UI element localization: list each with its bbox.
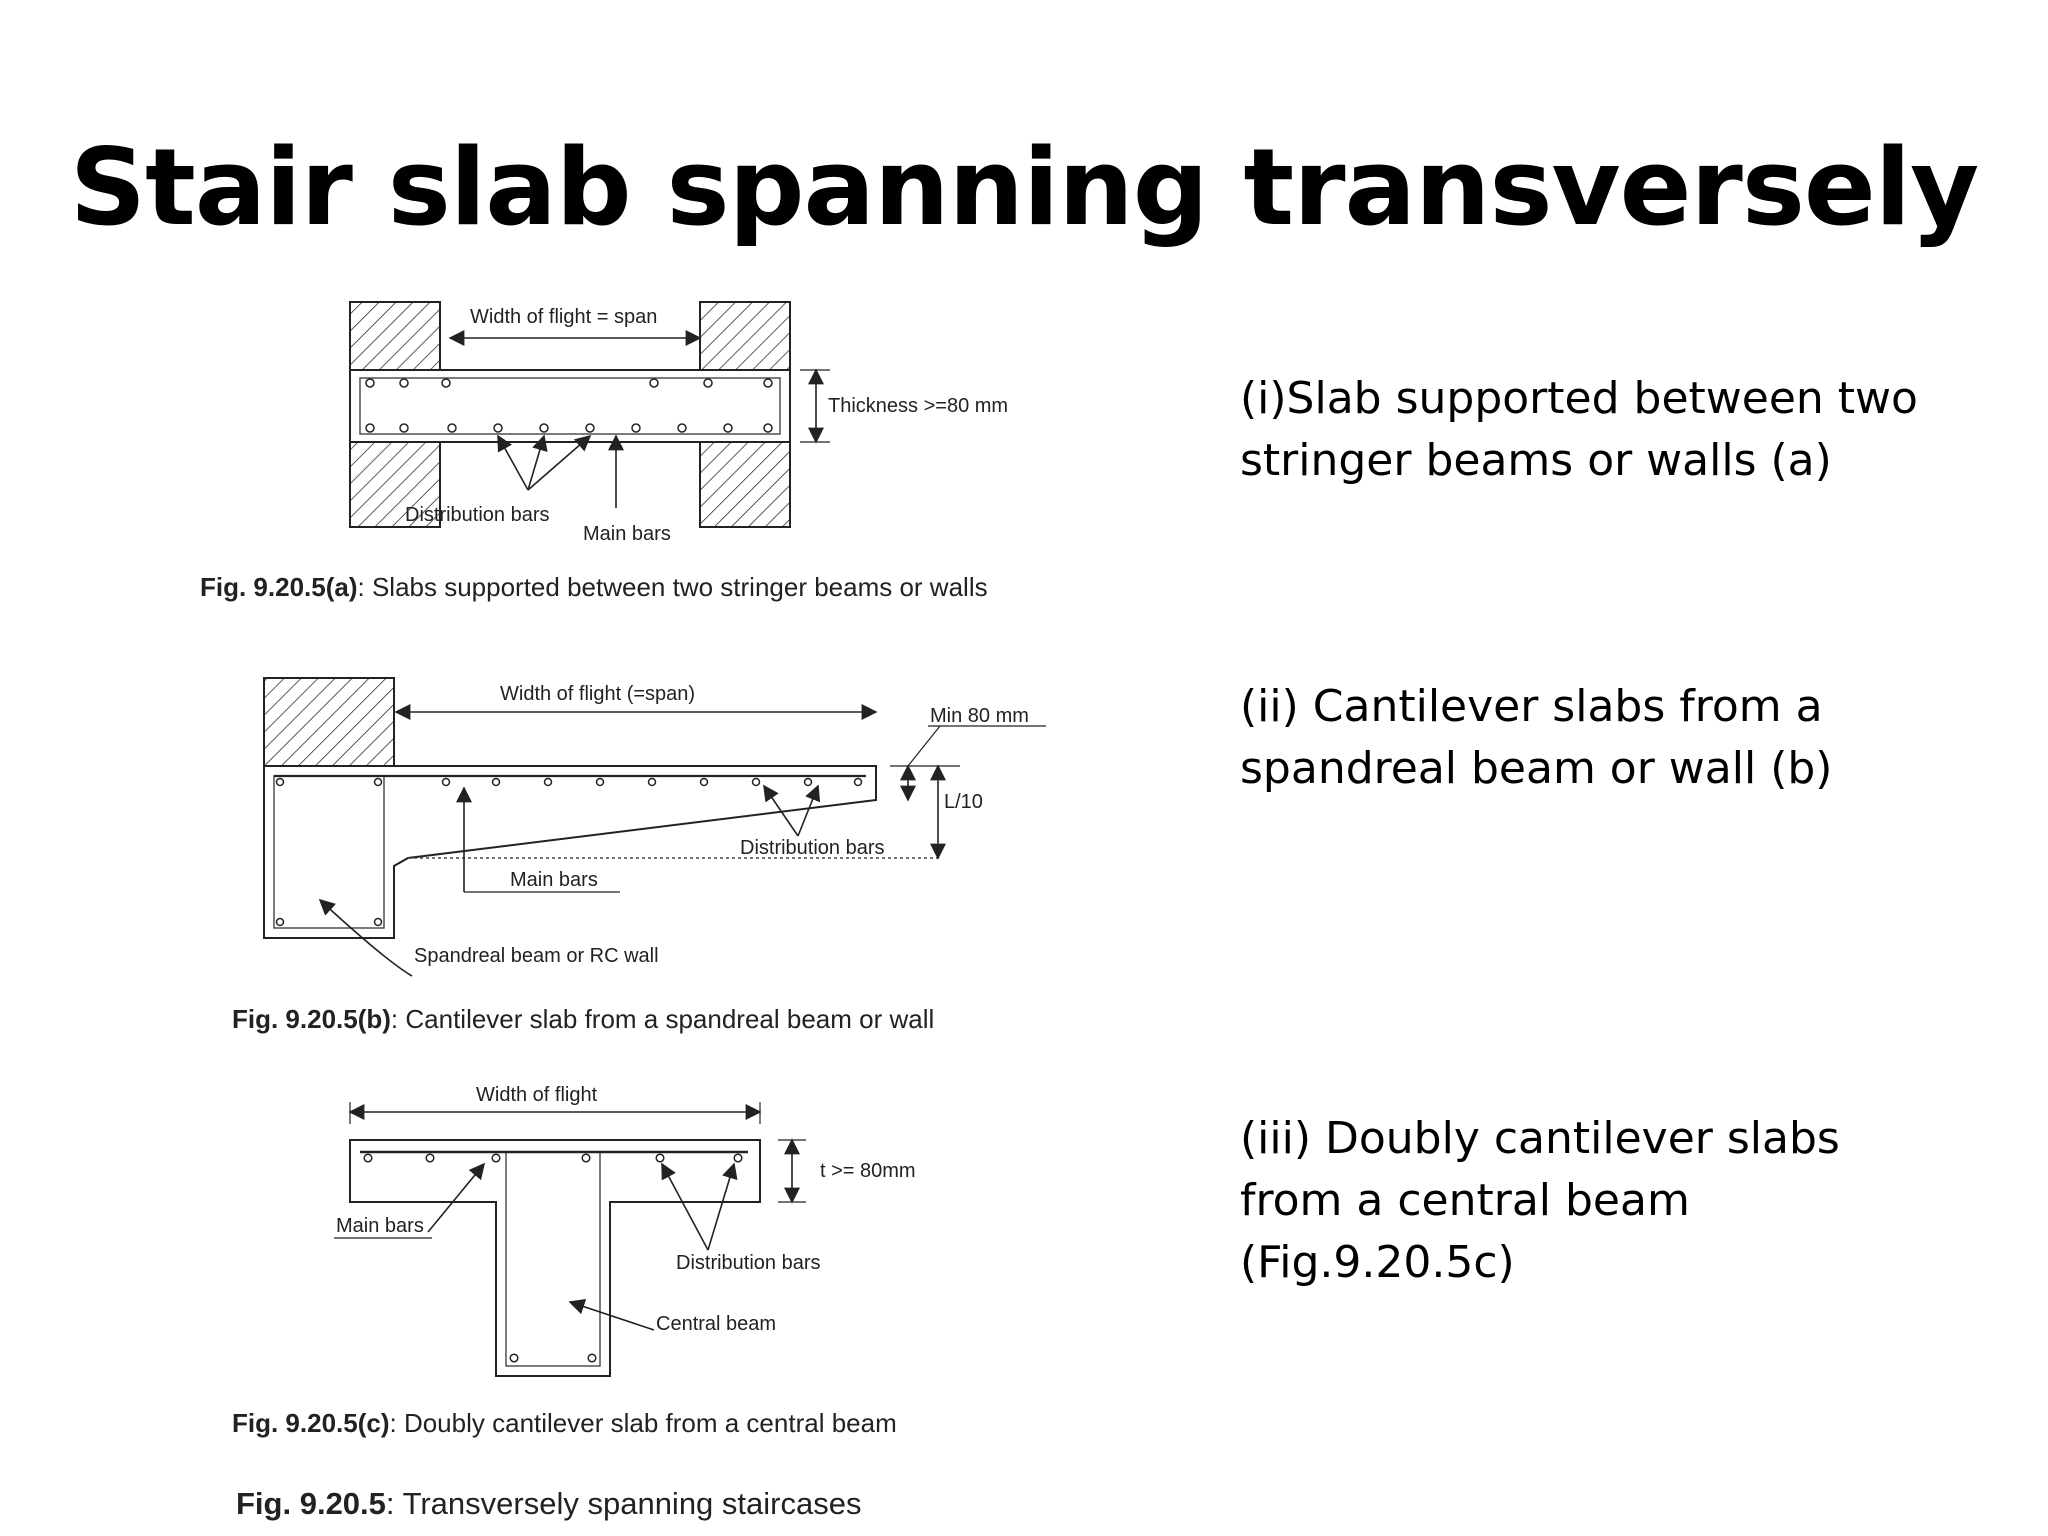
fig-a-distribution-label: Distribution bars [405, 504, 550, 526]
fig-b-caption-text: : Cantilever slab from a spandreal beam or wall [390, 1004, 935, 1034]
fig-b-main-label: Main bars [510, 869, 598, 891]
fig-c-dim-label: Width of flight [476, 1084, 598, 1106]
fig-b-caption-bold: Fig. 9.20.5(b) [232, 1004, 391, 1034]
overall-figure-caption [236, 1486, 861, 1522]
description-iii-line1: (iii) Doubly cantilever slabs [1240, 1113, 1840, 1164]
fig-b-dim-label: Width of flight (=span) [500, 683, 696, 705]
fig-b-distribution-label: Distribution bars [740, 837, 885, 859]
description-iii-line2: from a central beam [1240, 1175, 1690, 1226]
fig-a-dim-label: Width of flight = span [470, 306, 658, 328]
fig-c-distribution-label: Distribution bars [676, 1252, 821, 1274]
svg-text:Fig. 9.20.5(c): Doubly cantile [232, 1408, 897, 1438]
description-iii-line3: (Fig.9.20.5c) [1240, 1237, 1515, 1288]
fig-a-thickness-label: Thickness >=80 mm [828, 395, 1009, 417]
description-ii [1240, 676, 1832, 800]
figure-c [200, 1080, 1080, 1460]
fig-a-main-label: Main bars [583, 523, 671, 545]
description-i [1240, 368, 1918, 492]
fig-c-t-label: t >= 80mm [820, 1160, 916, 1182]
description-iii [1240, 1108, 1840, 1294]
slide-title: Stair slab spanning transversely [69, 126, 1979, 249]
overall-caption-bold: Fig. 9.20.5 [236, 1486, 386, 1521]
fig-c-main-label: Main bars [336, 1215, 424, 1237]
description-i-line1: (i)Slab supported between two [1240, 373, 1918, 424]
svg-text:Fig. 9.20.5(a): Slabs supporte [200, 572, 988, 602]
fig-c-caption-bold: Fig. 9.20.5(c) [232, 1408, 390, 1438]
description-ii-line1: (ii) Cantilever slabs from a [1240, 681, 1823, 732]
fig-a-caption-text: : Slabs supported between two stringer beams or walls [357, 572, 988, 602]
fig-b-min-label: Min 80 mm [930, 705, 1029, 727]
figure-c-diagram [200, 1080, 1080, 1460]
description-ii-line2: spandreal beam or wall (b) [1240, 743, 1833, 794]
overall-caption-text: : Transversely spanning staircases [385, 1486, 862, 1521]
figure-b-diagram [200, 660, 1080, 1050]
description-i-line2: stringer beams or walls (a) [1240, 435, 1832, 486]
fig-c-caption-text: : Doubly cantilever slab from a central beam [389, 1408, 897, 1438]
figure-a [180, 280, 1080, 620]
fig-a-caption-bold: Fig. 9.20.5(a) [200, 572, 358, 602]
fig-c-central-label: Central beam [656, 1313, 777, 1335]
svg-text:Fig. 9.20.5(b): Cantilever sla [232, 1004, 934, 1034]
fig-b-l10-label: L/10 [944, 791, 983, 813]
fig-b-spandreal-label: Spandreal beam or RC wall [414, 945, 659, 967]
figure-b [200, 660, 1080, 1050]
figure-a-diagram [180, 280, 1080, 620]
